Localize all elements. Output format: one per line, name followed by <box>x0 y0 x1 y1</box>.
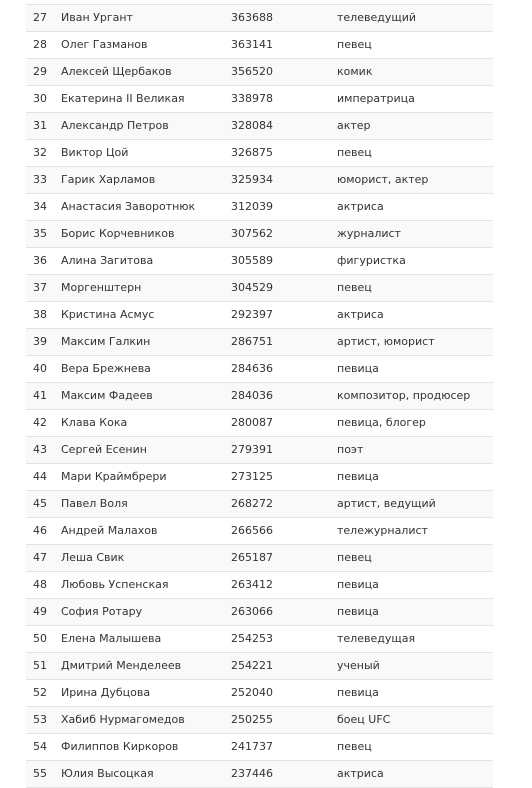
row-number: 27 <box>33 11 47 24</box>
view-count: 263412 <box>231 578 273 591</box>
view-count: 252040 <box>231 686 273 699</box>
row-number: 50 <box>33 632 47 645</box>
occupation: тележурналист <box>337 524 428 537</box>
table-row <box>26 464 493 491</box>
row-number: 40 <box>33 362 47 375</box>
person-name: Гарик Харламов <box>61 173 156 186</box>
table-row <box>26 761 493 788</box>
occupation: певица <box>337 686 379 699</box>
person-name: София Ротару <box>61 605 143 618</box>
table-row <box>26 329 493 356</box>
person-name: Александр Петров <box>61 119 169 132</box>
table-row <box>26 167 493 194</box>
person-name: Леша Свик <box>61 551 125 564</box>
view-count: 279391 <box>231 443 273 456</box>
occupation: певица, блогер <box>337 416 426 429</box>
person-name: Ирина Дубцова <box>61 686 151 699</box>
person-name: Павел Воля <box>61 497 128 510</box>
person-name: Алина Загитова <box>61 254 154 267</box>
occupation: телеведущий <box>337 11 416 24</box>
occupation: артист, ведущий <box>337 497 436 510</box>
view-count: 338978 <box>231 92 273 105</box>
table-row <box>26 734 493 761</box>
row-number: 43 <box>33 443 47 456</box>
row-number: 46 <box>33 524 47 537</box>
view-count: 254253 <box>231 632 273 645</box>
view-count: 304529 <box>231 281 273 294</box>
person-name: Клава Кока <box>61 416 128 429</box>
occupation: актер <box>337 119 371 132</box>
table-row <box>26 626 493 653</box>
occupation: певец <box>337 740 372 753</box>
view-count: 254221 <box>231 659 273 672</box>
row-number: 51 <box>33 659 47 672</box>
occupation: актриса <box>337 308 384 321</box>
row-number: 28 <box>33 38 47 51</box>
row-number: 41 <box>33 389 47 402</box>
table-row <box>26 32 493 59</box>
row-number: 37 <box>33 281 47 294</box>
person-name: Юлия Высоцкая <box>61 767 154 780</box>
table-row <box>26 437 493 464</box>
row-number: 39 <box>33 335 47 348</box>
view-count: 305589 <box>231 254 273 267</box>
occupation: певица <box>337 578 379 591</box>
view-count: 325934 <box>231 173 273 186</box>
table-row <box>26 599 493 626</box>
row-number: 54 <box>33 740 47 753</box>
person-name: Моргенштерн <box>61 281 142 294</box>
table-row <box>26 59 493 86</box>
row-number: 30 <box>33 92 47 105</box>
view-count: 307562 <box>231 227 273 240</box>
view-count: 273125 <box>231 470 273 483</box>
row-number: 48 <box>33 578 47 591</box>
occupation: певец <box>337 38 372 51</box>
table-row <box>26 356 493 383</box>
row-number: 47 <box>33 551 47 564</box>
row-number: 31 <box>33 119 47 132</box>
row-number: 33 <box>33 173 47 186</box>
person-name: Вера Брежнева <box>61 362 151 375</box>
table-row <box>26 572 493 599</box>
table-row <box>26 248 493 275</box>
table-row <box>26 518 493 545</box>
view-count: 312039 <box>231 200 273 213</box>
person-name: Олег Газманов <box>61 38 148 51</box>
person-name: Максим Галкин <box>61 335 151 348</box>
view-count: 268272 <box>231 497 273 510</box>
table-row <box>26 194 493 221</box>
occupation: певец <box>337 281 372 294</box>
view-count: 280087 <box>231 416 273 429</box>
table-row <box>26 707 493 734</box>
occupation: композитор, продюсер <box>337 389 471 402</box>
row-number: 32 <box>33 146 47 159</box>
person-name: Елена Малышева <box>61 632 162 645</box>
row-number: 35 <box>33 227 47 240</box>
view-count: 250255 <box>231 713 273 726</box>
row-number: 49 <box>33 605 47 618</box>
row-number: 38 <box>33 308 47 321</box>
row-number: 42 <box>33 416 47 429</box>
occupation: актриса <box>337 767 384 780</box>
occupation: актриса <box>337 200 384 213</box>
person-name: Кристина Асмус <box>61 308 155 321</box>
view-count: 326875 <box>231 146 273 159</box>
table-row <box>26 410 493 437</box>
occupation: певец <box>337 146 372 159</box>
person-name: Иван Ургант <box>61 11 133 24</box>
person-name: Максим Фадеев <box>61 389 153 402</box>
table-row <box>26 653 493 680</box>
view-count: 356520 <box>231 65 273 78</box>
occupation: комик <box>337 65 373 78</box>
table-row <box>26 680 493 707</box>
table-row <box>26 275 493 302</box>
occupation: императрица <box>337 92 415 105</box>
occupation: певица <box>337 605 379 618</box>
person-name: Андрей Малахов <box>61 524 158 537</box>
occupation: журналист <box>337 227 401 240</box>
view-count: 363141 <box>231 38 273 51</box>
occupation: певец <box>337 551 372 564</box>
row-number: 45 <box>33 497 47 510</box>
person-name: Любовь Успенская <box>61 578 169 591</box>
person-name: Анастасия Заворотнюк <box>61 200 196 213</box>
occupation: артист, юморист <box>337 335 435 348</box>
view-count: 328084 <box>231 119 273 132</box>
row-number: 34 <box>33 200 47 213</box>
table-row <box>26 86 493 113</box>
occupation: певица <box>337 362 379 375</box>
table-row <box>26 5 493 32</box>
row-number: 29 <box>33 65 47 78</box>
table-row <box>26 113 493 140</box>
table-row <box>26 545 493 572</box>
occupation: певица <box>337 470 379 483</box>
view-count: 284636 <box>231 362 273 375</box>
person-name: Хабиб Нурмагомедов <box>61 713 185 726</box>
occupation: телеведущая <box>337 632 416 645</box>
person-name: Дмитрий Менделеев <box>61 659 182 672</box>
row-number: 53 <box>33 713 47 726</box>
table-row <box>26 491 493 518</box>
table-row <box>26 383 493 410</box>
row-number: 44 <box>33 470 47 483</box>
person-name: Филиппов Киркоров <box>61 740 179 753</box>
person-name: Борис Корчевников <box>61 227 175 240</box>
row-number: 36 <box>33 254 47 267</box>
person-name: Мари Краймбрери <box>61 470 167 483</box>
view-count: 363688 <box>231 11 273 24</box>
person-name: Алексей Щербаков <box>61 65 172 78</box>
view-count: 266566 <box>231 524 273 537</box>
table-row <box>26 221 493 248</box>
view-count: 292397 <box>231 308 273 321</box>
person-name: Сергей Есенин <box>61 443 147 456</box>
occupation: боец UFC <box>337 713 391 726</box>
view-count: 265187 <box>231 551 273 564</box>
view-count: 241737 <box>231 740 273 753</box>
occupation: поэт <box>337 443 364 456</box>
occupation: юморист, актер <box>337 173 429 186</box>
view-count: 237446 <box>231 767 273 780</box>
person-name: Екатерина II Великая <box>61 92 185 105</box>
row-number: 55 <box>33 767 47 780</box>
view-count: 284036 <box>231 389 273 402</box>
table-row <box>26 302 493 329</box>
table-row <box>26 140 493 167</box>
person-name: Виктор Цой <box>61 146 129 159</box>
view-count: 286751 <box>231 335 273 348</box>
view-count: 263066 <box>231 605 273 618</box>
occupation: ученый <box>337 659 380 672</box>
row-number: 52 <box>33 686 47 699</box>
occupation: фигуристка <box>337 254 406 267</box>
ranking-table <box>26 4 493 788</box>
